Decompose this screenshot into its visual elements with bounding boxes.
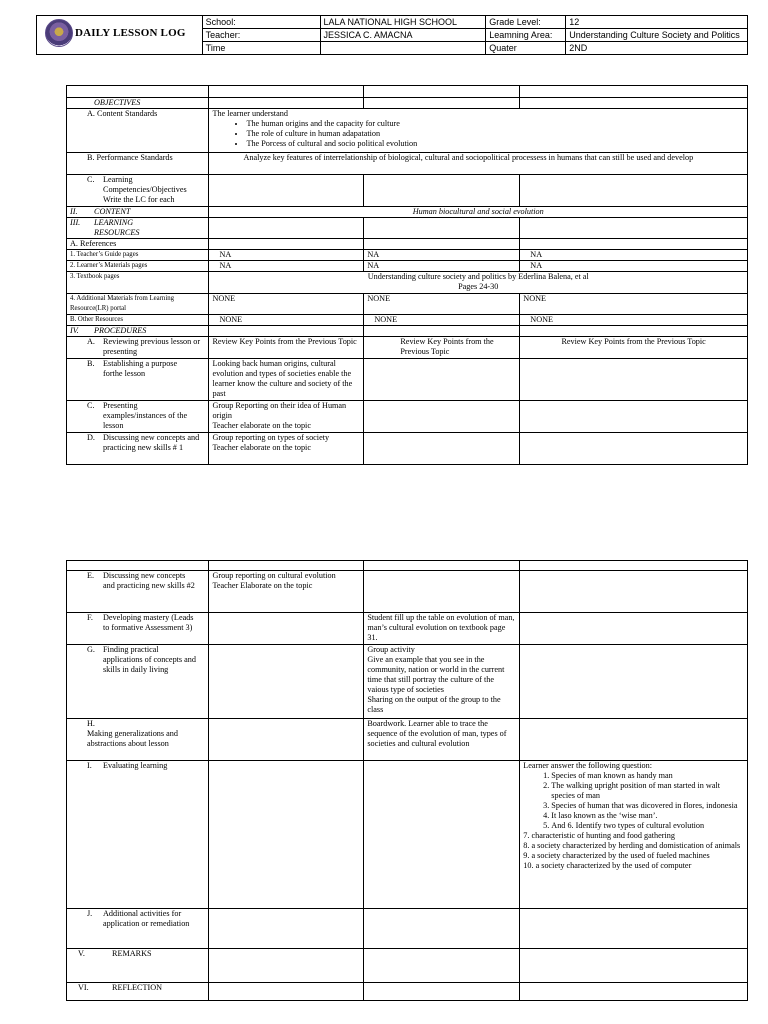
objectives-heading: OBJECTIVES — [67, 98, 209, 109]
tg-value-2: NA — [364, 250, 520, 261]
lm-value-2: NA — [364, 261, 520, 272]
school-value: LALA NATIONAL HIGH SCHOOL — [320, 16, 486, 29]
proc-j-label: J. Additional activities for application or remediation — [67, 909, 209, 949]
performance-standards-value: Analyze key features of interrelationship of biological, cultural and sociopolitical processess in humans that can still be used and develop — [209, 153, 748, 175]
proc-h-value: Boardwork. Learner able to trace the sequence of the evolution of man, types of societies and cultural evolution — [364, 719, 520, 761]
proc-g-value: Group activity Give an example that you see in the community, nation or world in the current time that still portray the culture of the vaious type of societies Sharing on the output of the group to the class — [364, 645, 520, 719]
logo-text: DAILY LESSON LOG — [75, 27, 186, 39]
area-value: Understanding Culture Society and Politics — [566, 29, 748, 42]
quarter-value: 2ND — [566, 42, 748, 55]
content-value: Human biocultural and social evolution — [209, 207, 748, 218]
references-label: A. References — [67, 239, 209, 250]
content-heading: II. CONTENT — [67, 207, 209, 218]
textbook-value: Understanding culture society and politics by Ederlina Balena, et al Pages 24-30 — [209, 272, 748, 294]
tg-value-1: NA — [209, 250, 364, 261]
time-value — [320, 42, 486, 55]
proc-i-label: I. Evaluating learning — [67, 761, 209, 909]
proc-f-value: Student fill up the table on evolution of man, man’s cultural evolution on textbook page 31. — [364, 613, 520, 645]
proc-i-value: Learner answer the following question: 1. Species of man known as handy man 2. The walking upright position of man started in walt species of man 3. Species of human that was dicovered in flores, indonesia 4. It laso known as the ‘wise man’. 5. And 6. Identify two types of cultural evolution 7. characteristic of hunting and food gathering 8. a society characterized by herding and domistication of animals 9. a society characterized by the used of fueled machines 10. a society characterized by the used of computer — [520, 761, 748, 909]
proc-b-value: Looking back human origins, cultural evolution and types of societies enable the learner know the culture and society of the past — [209, 359, 364, 401]
content-standards-label: A. Content Standards — [67, 109, 209, 153]
proc-d-value: Group reporting on types of society Teacher elaborate on the topic — [209, 433, 364, 465]
proc-a-value-2: Review Key Points from the Previous Topic — [364, 337, 520, 359]
lm-value-3: NA — [520, 261, 748, 272]
add-value-1: NONE — [209, 294, 364, 315]
additional-materials-label: 4. Additional Materials from Learning Resource(LR) portal — [67, 294, 209, 315]
proc-c-label: C. Presenting examples/instances of the lesson — [67, 401, 209, 433]
area-label: Leamning Area: — [486, 29, 566, 42]
remarks-heading: V. REMARKS — [67, 949, 209, 983]
deped-seal-icon — [45, 19, 73, 47]
add-value-2: NONE — [364, 294, 520, 315]
learning-resources-heading: III. LEARNING RESOURCES — [67, 218, 209, 239]
other-value-3: NONE — [520, 315, 748, 326]
teachers-guide-label: 1. Teacher’s Guide pages — [67, 250, 209, 261]
proc-a-label: A. Reviewing previous lesson or presenting — [67, 337, 209, 359]
other-value-2: NONE — [364, 315, 520, 326]
proc-e-value: Group reporting on cultural evolution Teacher Elaborate on the topic — [209, 571, 364, 613]
teacher-label: Teacher: — [202, 29, 320, 42]
performance-standards-label: B. Performance Standards — [67, 153, 209, 175]
proc-h-label: H.Making generalizations and abstractions about lesson — [67, 719, 209, 761]
lesson-table-1 — [66, 85, 748, 465]
proc-a-value-3: Review Key Points from the Previous Topic — [520, 337, 748, 359]
proc-e-label: E. Discussing new concepts and practicing new skills #2 — [67, 571, 209, 613]
procedures-heading: IV. PROCEDURES — [67, 326, 209, 337]
grade-label: Grade Level: — [486, 16, 566, 29]
header-table — [36, 15, 748, 55]
learners-materials-label: 2. Learner’s Materials pages — [67, 261, 209, 272]
other-value-1: NONE — [209, 315, 364, 326]
lesson-table-2 — [66, 560, 748, 1001]
add-value-3: NONE — [520, 294, 748, 315]
teacher-value: JESSICA C. AMACNA — [320, 29, 486, 42]
learning-competencies-label: C. Learning Competencies/Objectives Write the LC for each — [67, 175, 209, 207]
grade-value: 12 — [566, 16, 748, 29]
lm-value-1: NA — [209, 261, 364, 272]
proc-g-label: G. Finding practical applications of concepts and skills in daily living — [67, 645, 209, 719]
tg-value-3: NA — [520, 250, 748, 261]
school-label: School: — [202, 16, 320, 29]
proc-b-label: B. Establishing a purpose forthe lesson — [67, 359, 209, 401]
reflection-heading: VI. REFLECTION — [67, 983, 209, 1001]
other-resources-label: B. Other Resources — [67, 315, 209, 326]
time-label: Time — [202, 42, 320, 55]
proc-f-label: F. Developing mastery (Leads to formative Assessment 3) — [67, 613, 209, 645]
quarter-label: Quater — [486, 42, 566, 55]
proc-d-label: D. Discussing new concepts and practicing new skills # 1 — [67, 433, 209, 465]
content-standards-value: The learner understand • The human origins and the capacity for culture • The role of culture in human adapatation • The Porcess of cultural and socio political evolution — [209, 109, 748, 153]
proc-c-value: Group Reporting on their idea of Human origin Teacher elaborate on the topic — [209, 401, 364, 433]
textbook-label: 3. Textbook pages — [67, 272, 209, 294]
proc-a-value-1: Review Key Points from the Previous Topic — [209, 337, 364, 359]
logo-cell — [37, 16, 203, 55]
